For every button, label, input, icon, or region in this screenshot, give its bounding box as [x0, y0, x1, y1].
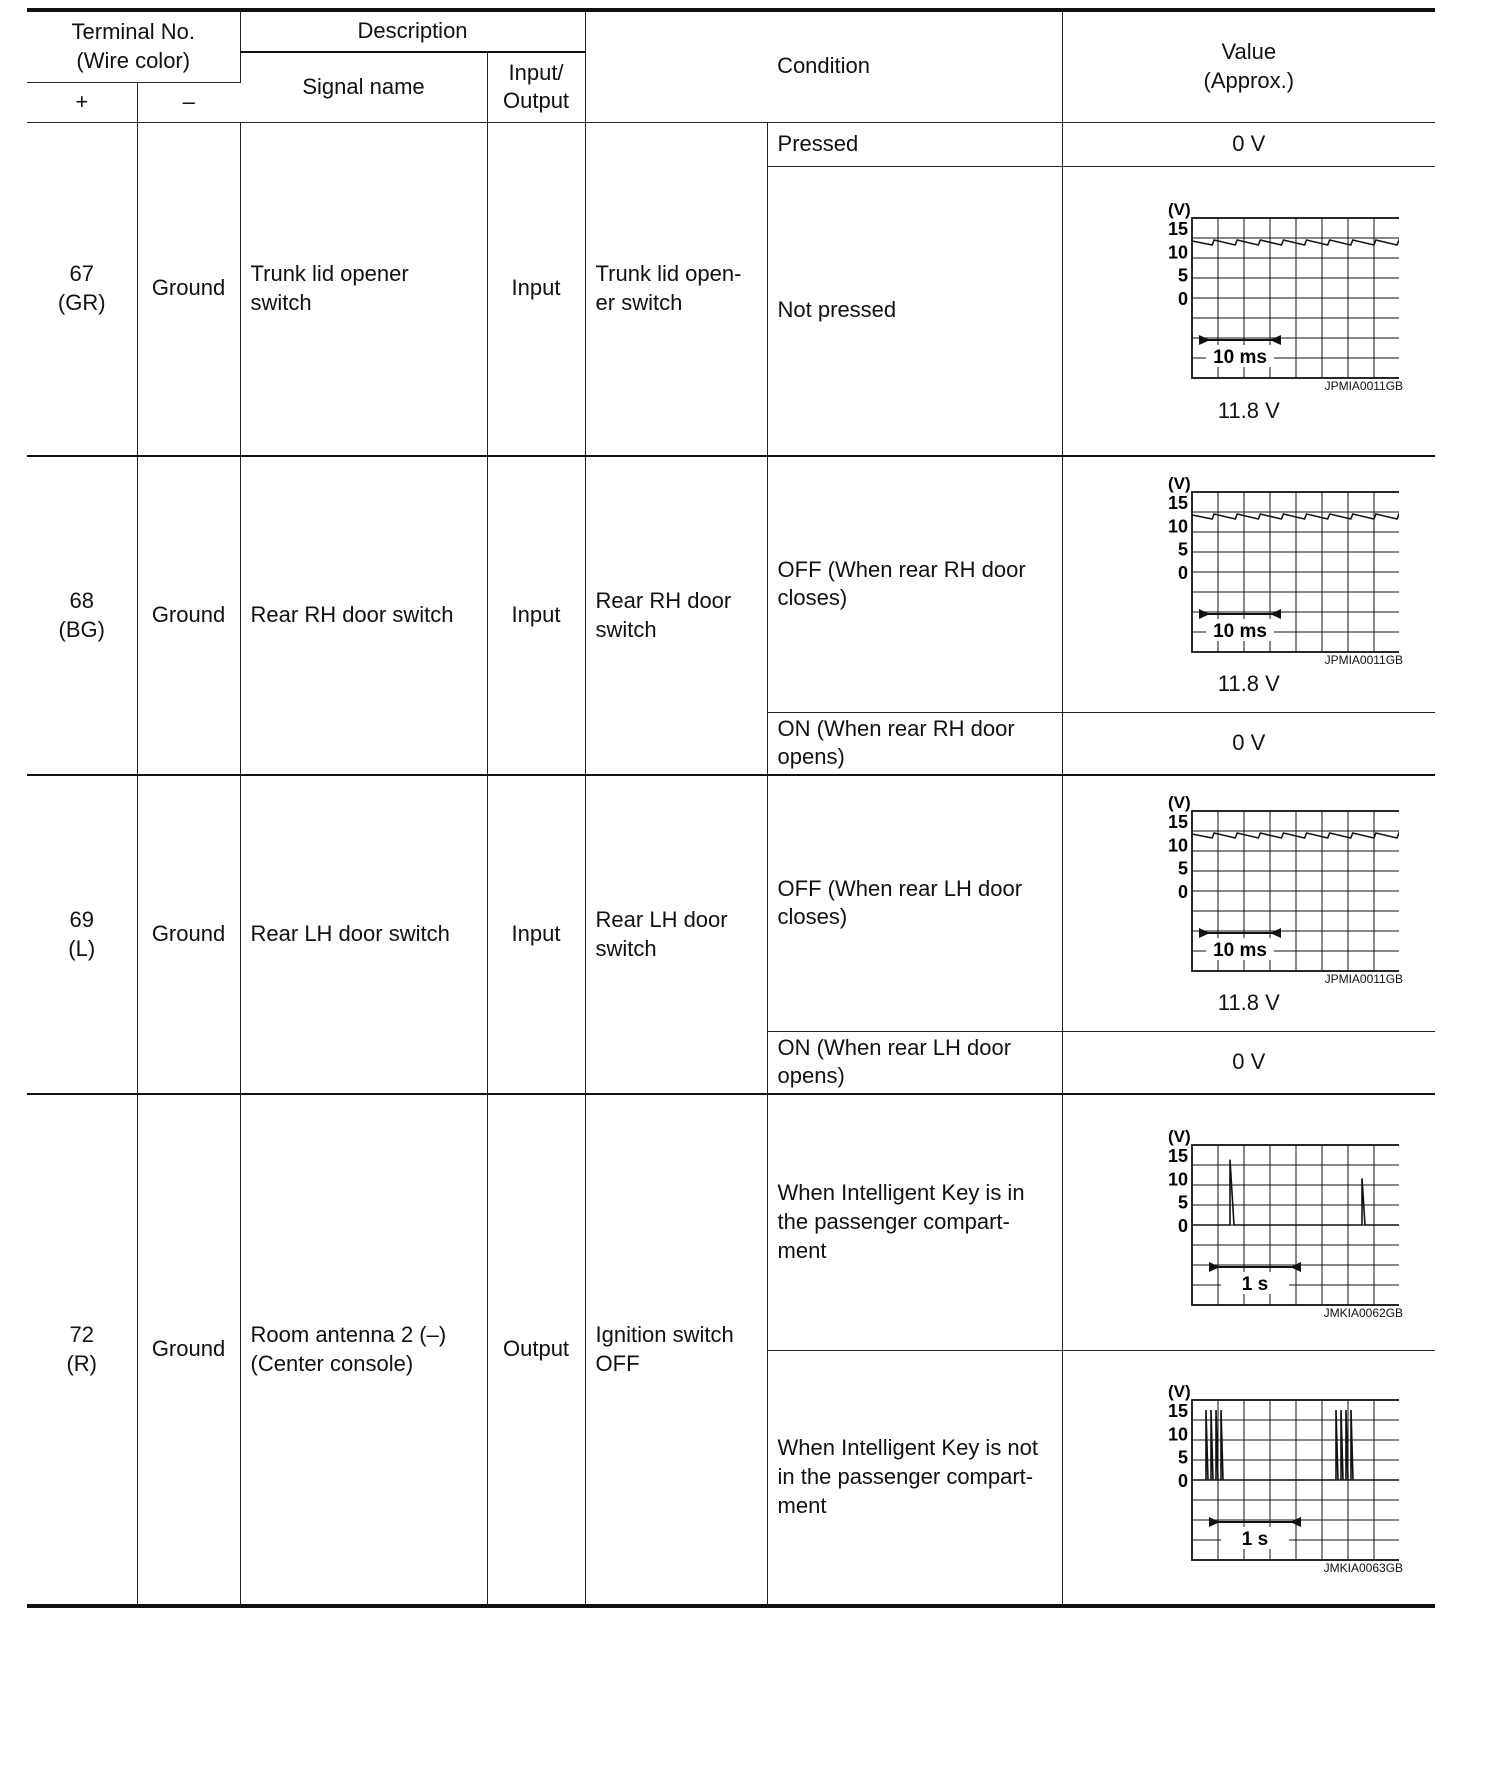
y-tick-label: 10 [1167, 515, 1188, 536]
terminal-68-value-1-text: 11.8 V [1217, 671, 1280, 697]
arrow-head [1270, 609, 1281, 619]
terminal-69-condition: Rear LH door switch [585, 775, 767, 1094]
header-minus: – [137, 82, 240, 122]
terminal-72-state-1: When Intelligent Key is in the passenger compart- ment [767, 1094, 1062, 1350]
y-tick-label: 10 [1167, 1169, 1188, 1190]
header-plus: + [27, 82, 137, 122]
terminal-69-state-1: OFF (When rear LH door closes) [767, 775, 1062, 1031]
waveform-figure [1073, 789, 1426, 988]
y-tick-label: 10 [1167, 834, 1188, 855]
arrow-head [1199, 335, 1210, 345]
y-tick-label: 0 [1177, 1215, 1188, 1236]
waveform-figure [1073, 196, 1426, 395]
y-tick-label: 15 [1167, 811, 1188, 832]
waveform-svg [1099, 196, 1399, 381]
terminal-72-value-1 [1062, 1094, 1435, 1350]
y-tick-label: 0 [1177, 881, 1188, 902]
arrow-head [1270, 928, 1281, 938]
y-tick-label: 10 [1167, 1424, 1188, 1445]
figure-code: JPMIA0011GB [1324, 971, 1404, 986]
terminal-68-signal: Rear RH door switch [240, 456, 487, 775]
y-tick-label: 5 [1177, 265, 1188, 286]
terminal-72-condition: Ignition switch OFF [585, 1094, 767, 1606]
header-condition: Condition [585, 10, 1062, 122]
y-tick-label: 15 [1167, 219, 1188, 240]
terminal-72-plus: 72 (R) [27, 1094, 137, 1606]
y-tick-label: 0 [1177, 289, 1188, 310]
waveform-svg [1099, 1378, 1399, 1563]
waveform-svg [1099, 470, 1399, 655]
terminal-72-value-2 [1062, 1350, 1435, 1606]
terminal-67-io: Input [487, 122, 585, 456]
time-scale-label: 1 s [1241, 1273, 1269, 1295]
y-axis-unit: (V) [1167, 1381, 1191, 1401]
figure-code: JMKIA0062GB [1323, 1305, 1404, 1320]
terminal-69-state-2: ON (When rear LH door opens) [767, 1031, 1062, 1094]
y-tick-label: 5 [1177, 539, 1188, 560]
terminal-69-signal: Rear LH door switch [240, 775, 487, 1094]
terminal-69-minus: Ground [137, 775, 240, 1094]
header-description: Description [240, 10, 585, 52]
terminal-67-value-2-text: 11.8 V [1217, 397, 1280, 423]
waveform-svg [1099, 1123, 1399, 1308]
terminal-67-value-2 [1062, 166, 1435, 456]
terminal-67-signal: Trunk lid opener switch [240, 122, 487, 456]
waveform-figure [1073, 1123, 1426, 1322]
waveform-svg [1099, 789, 1399, 974]
arrow-head [1199, 928, 1210, 938]
terminal-67-condition: Trunk lid open- er switch [585, 122, 767, 456]
figure-code: JPMIA0011GB [1324, 652, 1404, 667]
header-input-output: Input/ Output [487, 52, 585, 122]
terminal-67-minus: Ground [137, 122, 240, 456]
terminal-67-state-1: Pressed [767, 122, 1062, 166]
terminal-68-state-1: OFF (When rear RH door closes) [767, 456, 1062, 712]
y-tick-label: 5 [1177, 858, 1188, 879]
y-tick-label: 0 [1177, 1470, 1188, 1491]
header-signal-name: Signal name [240, 52, 487, 122]
y-axis-unit: (V) [1167, 792, 1191, 812]
y-tick-label: 0 [1177, 562, 1188, 583]
terminal-72-signal: Room antenna 2 (–) (Center console) [240, 1094, 487, 1606]
header-terminal-no: Terminal No. (Wire color) [27, 10, 240, 82]
terminal-68-minus: Ground [137, 456, 240, 775]
terminal-68-state-2: ON (When rear RH door opens) [767, 712, 1062, 775]
terminal-67-plus: 67 (GR) [27, 122, 137, 456]
time-scale-label: 1 s [1241, 1528, 1269, 1550]
terminal-72-state-2: When Intelligent Key is not in the passenger compart- ment [767, 1350, 1062, 1606]
y-tick-label: 15 [1167, 1400, 1188, 1421]
terminal-68-plus: 68 (BG) [27, 456, 137, 775]
figure-code: JPMIA0011GB [1324, 379, 1404, 394]
terminal-69-value-1 [1062, 775, 1435, 1031]
terminal-68-condition: Rear RH door switch [585, 456, 767, 775]
time-scale-label: 10 ms [1212, 347, 1267, 369]
y-axis-unit: (V) [1167, 473, 1191, 493]
terminal-69-value-2: 0 V [1062, 1031, 1435, 1094]
y-tick-label: 5 [1177, 1447, 1188, 1468]
y-axis-unit: (V) [1167, 1126, 1191, 1146]
terminal-69-plus: 69 (L) [27, 775, 137, 1094]
y-tick-label: 10 [1167, 242, 1188, 263]
y-tick-label: 15 [1167, 492, 1188, 513]
terminal-67-state-2: Not pressed [767, 166, 1062, 456]
terminal-68-value-1 [1062, 456, 1435, 712]
terminal-68-io: Input [487, 456, 585, 775]
terminal-69-value-1-text: 11.8 V [1217, 990, 1280, 1016]
arrow-head [1199, 609, 1210, 619]
figure-code: JMKIA0063GB [1323, 1560, 1404, 1575]
terminal-68-value-2: 0 V [1062, 712, 1435, 775]
terminal-spec-table [27, 8, 1435, 1608]
time-scale-label: 10 ms [1212, 939, 1267, 961]
terminal-72-minus: Ground [137, 1094, 240, 1606]
waveform-figure [1073, 1378, 1426, 1577]
header-value: Value (Approx.) [1062, 10, 1435, 122]
time-scale-label: 10 ms [1212, 620, 1267, 642]
y-tick-label: 5 [1177, 1192, 1188, 1213]
arrow-head [1270, 335, 1281, 345]
y-axis-unit: (V) [1167, 200, 1191, 220]
terminal-67-value-1: 0 V [1062, 122, 1435, 166]
waveform-figure [1073, 470, 1426, 669]
terminal-69-io: Input [487, 775, 585, 1094]
terminal-72-io: Output [487, 1094, 585, 1606]
y-tick-label: 15 [1167, 1145, 1188, 1166]
